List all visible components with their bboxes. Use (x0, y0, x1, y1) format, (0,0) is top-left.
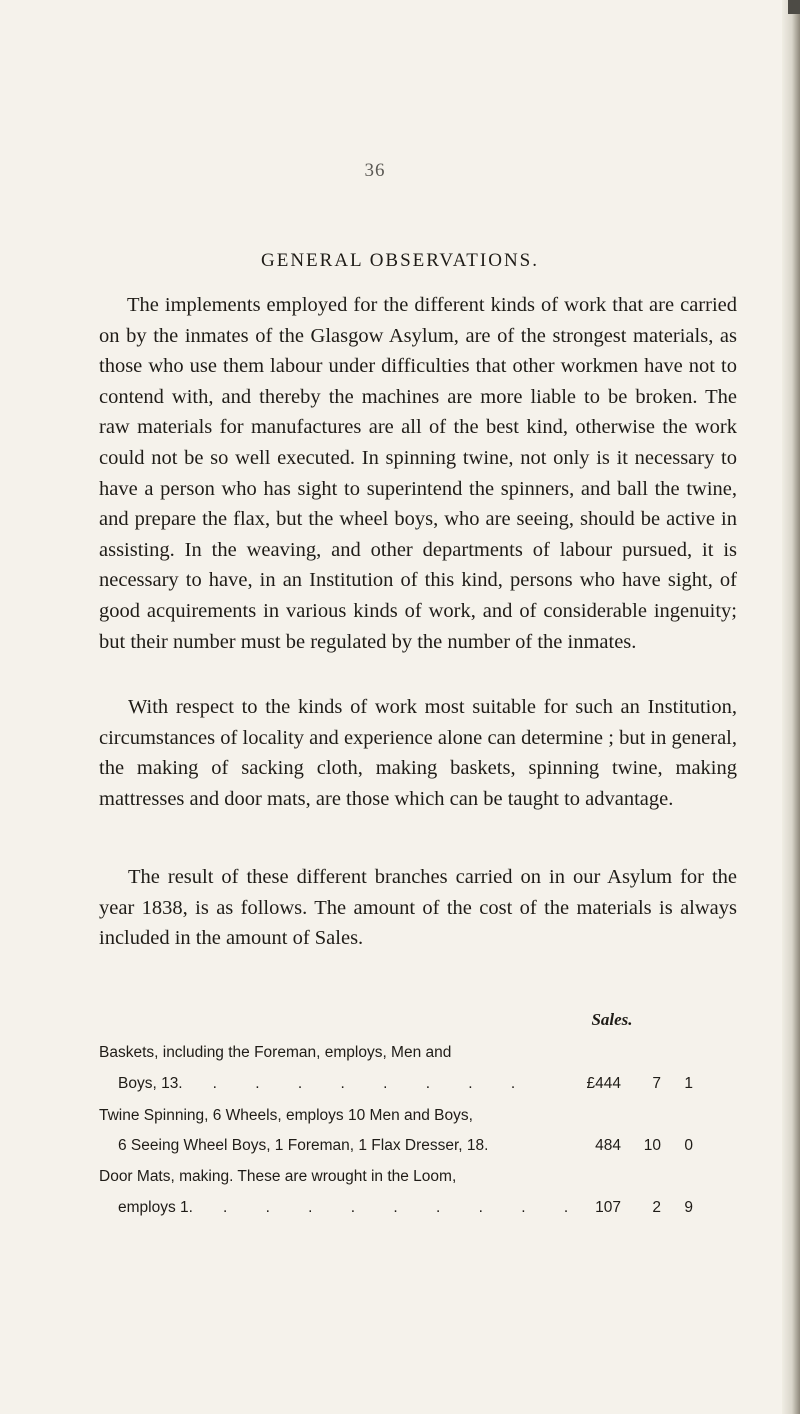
page-edge-shadow (782, 0, 800, 1414)
sales-row-baskets-line2 (118, 1075, 532, 1093)
sales-row-twine-line1: Twine Spinning, 6 Wheels, employs 10 Men and Boys, (99, 1107, 473, 1124)
amount-pence: 9 (684, 1199, 693, 1216)
paragraph-implements: The implements employed for the different kinds of work that are carried on by the inmates of the Glasgow Asylum, are of the strongest materials, as those who use them labour under difficulties that other workmen have not to contend with, and thereby the machines are more liable to be broken. The raw materials for manufactures are all of the best kind, otherwise the work could not be so well executed. In spinning twine, not only is it necessary to have a person who has sight to superintend the spinners, and ball the twine, and prepare the flax, but the wheel boys, who are seeing, should be active in assisting. In the weaving, and other departments of labour pursued, it is necessary to have, in an Institution of this kind, persons who have sight, of good acquirements in various kinds of work, and of considerable ingenuity; but their number must be regulated by the number of the inmates. (99, 294, 737, 653)
sales-row-baskets-line1: Baskets, including the Foreman, employs, Men and (99, 1044, 452, 1061)
amount-shillings: 2 (652, 1199, 661, 1216)
amount-pence: 0 (684, 1137, 693, 1154)
amount-pounds: 484 (595, 1137, 621, 1154)
amount-pounds: 107 (595, 1199, 621, 1216)
paragraph-results: The result of these different branches carried on in our Asylum for the year 1838, is as follows. The amount of the cost of the materials is always included in the amount of Sales. (99, 866, 737, 950)
sales-column-header: Sales. (591, 1010, 633, 1029)
page-number: 36 (364, 160, 386, 181)
amount-pence: 1 (684, 1075, 693, 1092)
amount-shillings: 10 (643, 1137, 661, 1154)
leader-dots: . . . . . . . . (212, 1075, 533, 1092)
paragraph-kinds-of-work: With respect to the kinds of work most suitable for such an Institution, circumstances of locality and experience alone can determine ; but in general, the making of sacking cloth, making baskets, spinning twine, making mattresses and door mats, are those which can be taught to advantage. (99, 696, 737, 810)
sales-row-label: Boys, 13. (118, 1075, 183, 1092)
sales-row-label: employs 1. (118, 1199, 193, 1216)
sales-row-doormats-line2 (118, 1199, 585, 1217)
leader-dots: . . . . . . . . . (222, 1199, 586, 1216)
amount-shillings: 7 (652, 1075, 661, 1092)
page-corner-mark (788, 0, 800, 14)
sales-row-doormats-line1: Door Mats, making. These are wrought in the Loom, (99, 1168, 457, 1185)
section-heading: GENERAL OBSERVATIONS. (261, 250, 539, 271)
sales-row-twine-line2: 6 Seeing Wheel Boys, 1 Foreman, 1 Flax Dresser, 18. (118, 1137, 489, 1154)
amount-pounds: £444 (586, 1075, 621, 1092)
